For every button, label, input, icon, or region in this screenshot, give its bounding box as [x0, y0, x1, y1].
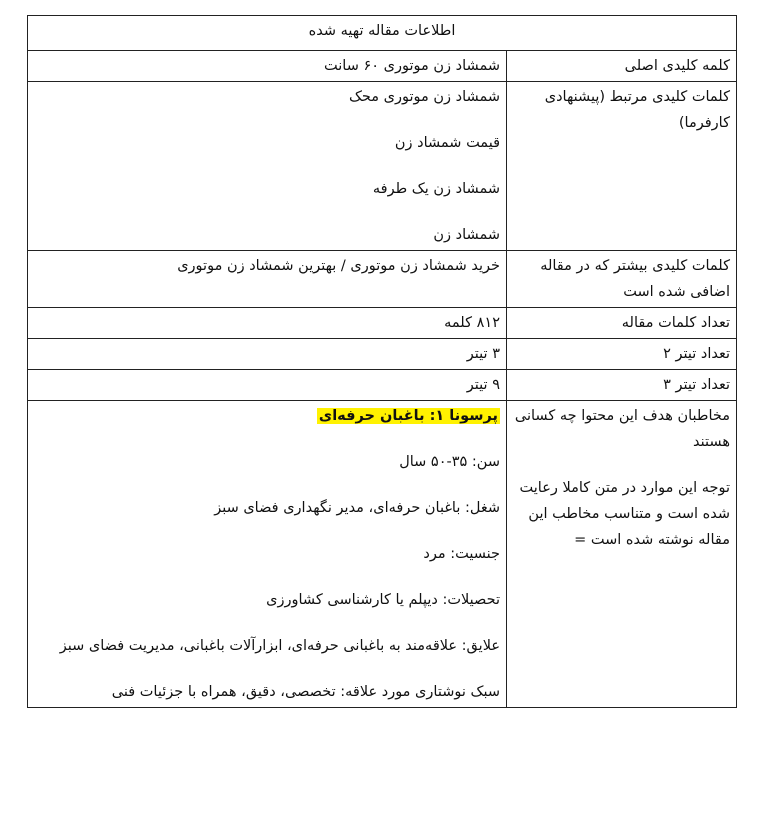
row-label-audience: [507, 401, 737, 708]
persona-title: پرسونا ۱: باغبان حرفه‌ای: [318, 408, 498, 424]
audience-label: مخاطبان هدف این محتوا چه کسانی هستند: [514, 408, 730, 450]
row-label-word-count: تعداد کلمات مقاله: [507, 308, 737, 339]
row-label-h3-count: تعداد تیتر ۳: [507, 370, 737, 401]
related-keyword-item: شمشاد زن موتوری محک: [348, 89, 500, 105]
table-row: [28, 251, 737, 308]
table-title-row: [28, 16, 737, 51]
persona-interests: علایق: علاقه‌مند به باغبانی حرفه‌ای، ابزارآلات باغبانی، مدیریت فضای سبز: [59, 638, 500, 654]
row-value-main-keyword: شمشاد زن موتوری ۶۰ سانت: [28, 51, 507, 82]
table-row: [28, 401, 737, 708]
row-value-extra-keywords: خرید شمشاد زن موتوری / بهترین شمشاد زن موتوری: [28, 251, 507, 308]
related-keyword-item: شمشاد زن: [433, 227, 500, 243]
related-keyword-item: شمشاد زن یک طرفه: [372, 181, 500, 197]
row-label-h2-count: تعداد تیتر ۲: [507, 339, 737, 370]
persona-job: شغل: باغبان حرفه‌ای، مدیر نگهداری فضای سبز: [214, 500, 500, 516]
row-value-h3-count: ۹ تیتر: [28, 370, 507, 401]
row-value-word-count: ۸۱۲ کلمه: [28, 308, 507, 339]
related-keyword-item: قیمت شمشاد زن: [394, 135, 500, 151]
table-row: [28, 370, 737, 401]
persona-age: سن: ۳۵-۵۰ سال: [399, 454, 500, 470]
table-row: [28, 82, 737, 251]
row-value-h2-count: ۳ تیتر: [28, 339, 507, 370]
row-value-related-keywords: [28, 82, 507, 251]
row-label-extra-keywords: کلمات کلیدی بیشتر که در مقاله اضافی شده است: [507, 251, 737, 308]
persona-writing-style: سبک نوشتاری مورد علاقه: تخصصی، دقیق، همراه با جزئیات فنی: [111, 684, 500, 700]
table-row: [28, 308, 737, 339]
table-row: [28, 51, 737, 82]
table-title: اطلاعات مقاله تهیه شده: [28, 16, 737, 51]
persona-education: تحصیلات: دیپلم یا کارشناسی کشاورزی: [266, 592, 500, 608]
row-label-related-keywords: [507, 82, 737, 251]
related-keywords-label: کلمات کلیدی مرتبط (پیشنهادی کارفرما): [544, 89, 730, 131]
table-row: [28, 339, 737, 370]
article-info-table: [27, 15, 737, 708]
persona-gender: جنسیت: مرد: [423, 546, 500, 562]
row-value-audience: [28, 401, 507, 708]
audience-note: توجه این موارد در متن کاملا رعایت شده است و متناسب مخاطب این مقاله نوشته شده است =: [519, 480, 730, 548]
row-label-main-keyword: کلمه کلیدی اصلی: [507, 51, 737, 82]
